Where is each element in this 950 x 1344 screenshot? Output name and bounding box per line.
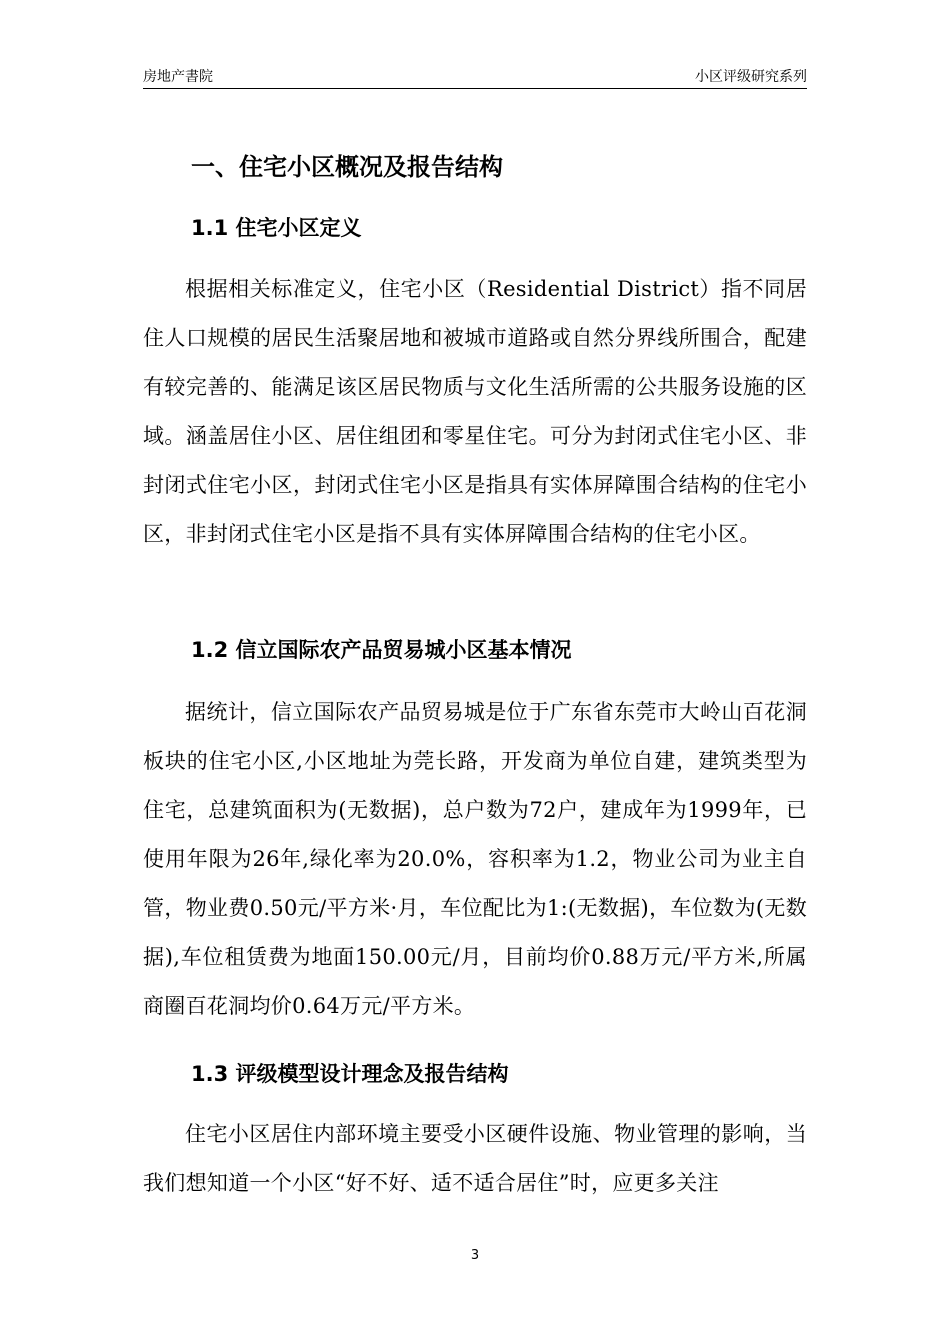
header-series: 小区评级研究系列: [695, 69, 807, 85]
section-paragraph-1-3: 住宅小区居住内部环境主要受小区硬件设施、物业管理的影响，当我们想知道一个小区“好不好、适不适合居住”时，应更多关注: [143, 1122, 807, 1195]
page-header: [143, 66, 807, 89]
page-number: 3: [470, 1248, 480, 1263]
section-title-1-3: 1.3 评级模型设计理念及报告结构: [191, 1062, 509, 1086]
section-paragraph-1-2: 据统计，信立国际农产品贸易城是位于广东省东莞市大岭山百花洞板块的住宅小区,小区地址为莞长路，开发商为单位自建，建筑类型为住宅，总建筑面积为(无数据)，总户数为72户，建成年为1999年，已使用年限为26年,绿化率为20.0%，容积率为1.2，物业公司为业主自管，物业费0.50元/平方米·月，车位配比为1:(无数据)，车位数为(无数据),车位租赁费为地面150.00元/月，目前均价0.88万元/平方米,所属商圈百花洞均价0.64万元/平方米。: [143, 700, 807, 1018]
header-publisher: 房地产書院: [143, 69, 213, 85]
section-title-1-1: 1.1 住宅小区定义: [191, 216, 362, 240]
chapter-title: 一、住宅小区概况及报告结构: [191, 153, 503, 181]
section-title-1-2: 1.2 信立国际农产品贸易城小区基本情况: [191, 638, 572, 662]
section-paragraph-1-1: 根据相关标准定义，住宅小区（Residential District）指不同居住人口规模的居民生活聚居地和被城市道路或自然分界线所围合，配建有较完善的、能满足该区居民物质与文化生活所需的公共服务设施的区域。涵盖居住小区、居住组团和零星住宅。可分为封闭式住宅小区、非封闭式住宅小区，封闭式住宅小区是指具有实体屏障围合结构的住宅小区，非封闭式住宅小区是指不具有实体屏障围合结构的住宅小区。: [143, 277, 807, 546]
